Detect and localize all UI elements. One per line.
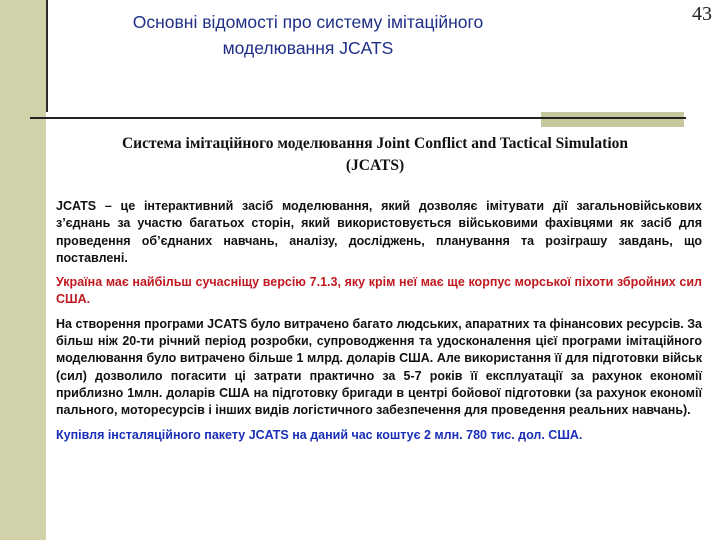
paragraph-package-price: Купівля інсталяційного пакету JCATS на даний час коштує 2 млн. 780 тис. дол. США. (56, 427, 583, 442)
body-content (56, 198, 702, 451)
page-title (108, 9, 508, 61)
paragraph-jcats-definition: JCATS – це інтерактивний засіб моделювання, який дозволяє імітувати дії загальновійськових з’єднань за участю багатьох сторін, який використовується військовими фахівцями як засіб для проведення об’єднаних навчань, аналізу, досліджень, планування та розіграшу завдань, що поставлені. (56, 199, 702, 265)
page-title-line-2: моделювання JCATS (222, 38, 394, 58)
decorative-side-band (0, 0, 46, 540)
page-title-line-1: Основні відомості про систему імітаційного (132, 12, 484, 32)
horizontal-divider (30, 117, 686, 119)
vertical-divider (46, 0, 48, 112)
section-subtitle-line-1: Система імітаційного моделювання Joint Conflict and Tactical Simulation (121, 135, 629, 152)
page-number: 43 (692, 3, 712, 25)
paragraph-development-cost: На створення програми JCATS було витрачено багато людських, апаратних та фінансових ресурсів. За більш ніж 20-ти річний період розробки, супроводження та удосконалення цієї програми імітаційного моделювання було витрачено більше 1 млрд. доларів США. Але використання її для підготовки військ (сил) дозволило погасити ці затрати практично за 5-7 років її експлуатації за рахунок економії приблизно 1млн. доларів США на підготовку бригади в центрі бойової підготовки (за рахунок економії пального, моторесурсів і інших видів логістичного забезпечення для проведення реальних навчань). (56, 316, 702, 418)
section-subtitle-line-2: (JCATS) (345, 157, 405, 174)
section-subtitle (60, 133, 690, 177)
decorative-accent-box (541, 112, 684, 127)
paragraph-ukraine-version: Україна має найбільш сучасніщу версію 7.1.3, яку крім неї має ще корпус морської піхоти збройних сил США. (56, 275, 702, 307)
